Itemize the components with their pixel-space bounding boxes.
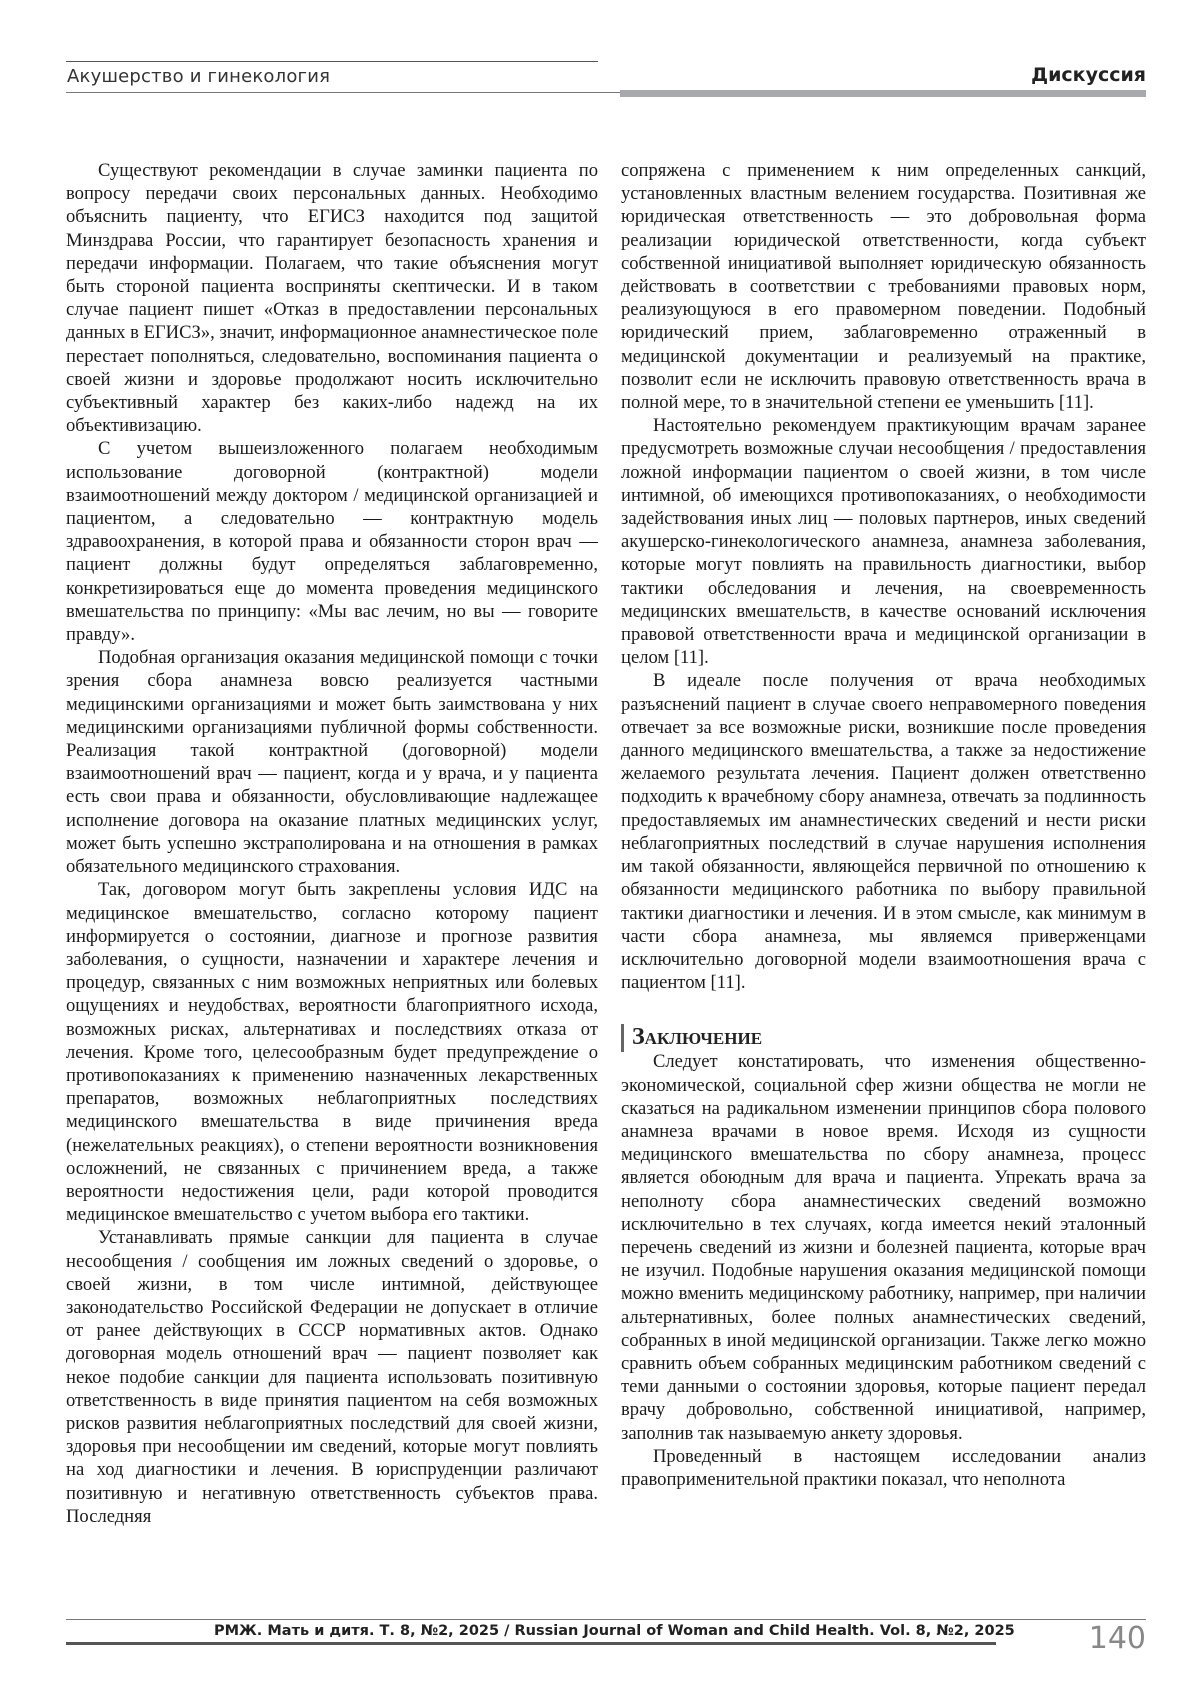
page-number: 140 bbox=[1088, 1621, 1146, 1656]
paragraph: Так, договором могут быть закреплены условия ИДС на медицинское вмешательство, согласно которому пациент информируется о состоянии, диагнозе и прогнозе развития заболевания, о сущности, назначении и характере лечения и процедур, связанных с ним возможных неприятных или болевых ощущениях и неудобствах, вероятности благоприятного исхода, возможных рисках, альтернативах и последствиях отказа от лечения. Кроме того, целесообразным будет предупреждение о противопоказаниях к применению назначенных лекарственных препаратов, возможных неблагоприятных последствиях медицинского вмешательства в виде причинения вреда (нежелательных реакциях), о степени вероятности возникновения осложнений, не связанных с причинением вреда, а также вероятности недостижения цели, ради которой проводится медицинское вмешательство с учетом выбора его тактики. bbox=[66, 879, 598, 1226]
right-column bbox=[621, 159, 1146, 1491]
footer-dark-bar bbox=[66, 1642, 996, 1645]
paragraph: Настоятельно рекомендуем практикующим врачам заранее предусмотреть возможные случаи несообщения / предоставления ложной информации пациентом о своей жизни, в том числе интимной, об имеющихся противопоказаниях, о необходимости задействования иных лиц — половых партнеров, иных сведений акушерско-гинекологического анамнеза, анамнеза заболевания, которые могут повлиять на правильность диагностики, выбор тактики обследования и лечения, на своевременность медицинских вмешательств, в качестве оснований исключения правовой ответственности врача и медицинской организации в целом [11]. bbox=[621, 415, 1146, 669]
left-column bbox=[66, 159, 598, 1528]
section-heading-bar bbox=[621, 1024, 624, 1052]
paragraph: В идеале после получения от врача необходимых разъяснений пациент в случае своего неправомерного поведения отвечает за все возможные риски, возникшие после проведения данного медицинского вмешательства, а также за недостижение желаемого результата лечения. Пациент должен ответственно подходить к врачебному сбору анамнеза, отвечать за подлинность предоставляемых им анамнестических сведений и нести риски неблагоприятных последствий в случае нарушения исполнения им такой обязанности, являющейся первичной по отношению к обязанности медицинского работника по выбору правильной тактики диагностики и лечения. И в этом смысле, как минимум в части сбора анамнеза, мы являемся приверженцами исключительно договорной модели взаимоотношения врача с пациентом [11]. bbox=[621, 670, 1146, 994]
paragraph: Следует констатировать, что изменения общественно-экономической, социальной сфер жизни общества не могли не сказаться на радикальном изменении принципов сбора полового анамнеза врачами в новое время. Исходя из сущности медицинского вмешательства по сбору анамнеза, процесс является обоюдным для врача и пациента. Упрекать врача за неполноту сбора анамнестических сведений возможно исключительно в тех случаях, когда имеется некий эталонный перечень сведений из жизни и болезней пациента, которые врач не изучил. Подобные нарушения оказания медицинской помощи можно вменить медицинскому работнику, например, при наличии альтернативных, более полных анамнестических сведений, собранных в иной медицинской организации. Также легко можно сравнить объем собранных медицинским работником сведений с теми данными о состоянии здоровья, которые пациент передал врачу добровольно, собственной инициативой, например, заполнив так называемую анкету здоровья. bbox=[621, 1051, 1146, 1444]
header-rule-top bbox=[66, 61, 598, 62]
paragraph: Существуют рекомендации в случае заминки пациента по вопросу передачи своих персональных данных. Необходимо объяснить пациенту, что ЕГИСЗ находится под защитой Минздрава России, что гарантирует безопасность хранения и передачи информации. Полагаем, что такие объяснения могут быть стороной пациента восприняты скептически. И в таком случае пациент пишет «Отказ в предоставлении персональных данных в ЕГИСЗ», значит, информационное анамнестическое поле перестает пополняться, следовательно, воспоминания пациента о своей жизни и здоровье продолжают носить исключительно субъективный характер без каких-либо надежд на их объективизацию. bbox=[66, 160, 598, 437]
header-gray-bar bbox=[620, 90, 1146, 97]
footer-rule bbox=[66, 1619, 1146, 1620]
section-heading-conclusion bbox=[621, 1024, 1146, 1050]
rubric-title: Дискуссия bbox=[1031, 64, 1146, 86]
paragraph: Проведенный в настоящем исследовании анализ правоприменительной практики показал, что неполнота bbox=[621, 1445, 1146, 1490]
paragraph-continuation: сопряжена с применением к ним определенных санкций, установленных властным велением государства. Позитивная же юридическая ответственность — это добровольная форма реализации юридической ответственности, когда субъект собственной инициативой выполняет юридическую обязанность действовать в соответствии с требованиями правовых норм, реализующуюся в его правомерном поведении. Подобный юридический прием, заблаговременно отраженный в медицинской документации и реализуемый на практике, позволит если не исключить правовую ответственность врача в полной мере, то в значительной степени ее уменьшить [11]. bbox=[621, 160, 1146, 414]
paragraph: Подобная организация оказания медицинской помощи с точки зрения сбора анамнеза вовсю реализуется частными медицинскими организациями и может быть заимствована у них медицинскими организациями публичной формы собственности. Реализация такой контрактной (договорной) модели взаимоотношений врач — пациент, когда и у врача, и у пациента есть свои права и обязанности, обусловливающие надлежащее исполнение договора на оказание платных медицинских услуг, может быть успешно экстраполирована и на отношения в рамках обязательного медицинского страхования. bbox=[66, 647, 598, 878]
journal-section-title: Акушерство и гинекология bbox=[67, 66, 331, 87]
section-title: Заключение bbox=[632, 1024, 763, 1051]
footer-citation: РМЖ. Мать и дитя. Т. 8, №2, 2025 / Russian Journal of Woman and Child Health. Vol. 8, №2, 2025 bbox=[214, 1623, 1015, 1639]
paragraph: Устанавливать прямые санкции для пациента в случае несообщения / сообщения им ложных сведений о здоровье, о своей жизни, в том числе интимной, действующее законодательство Российской Федерации не допускает в отличие от ранее действующих в СССР нормативных актов. Однако договорная модель отношений врач — пациент позволяет как некое подобие санкции для пациента использовать позитивную ответственность в виде принятия пациентом на себя возможных рисков развития неблагоприятных последствий для своей жизни, здоровья при несообщении им сведений, которые могут повлиять на ход диагностики и лечения. В юриспруденции различают позитивную и негативную ответственность субъектов права. Последняя bbox=[66, 1227, 598, 1527]
paragraph: С учетом вышеизложенного полагаем необходимым использование договорной (контрактной) модели взаимоотношений между доктором / медицинской организацией и пациентом, а следовательно — контрактную модель здравоохранения, в которой права и обязанности сторон врач — пациент должны будут определяться заблаговременно, конкретизироваться еще до момента проведения медицинского вмешательства по принципу: «Мы вас лечим, но вы — говорите правду». bbox=[66, 438, 598, 646]
